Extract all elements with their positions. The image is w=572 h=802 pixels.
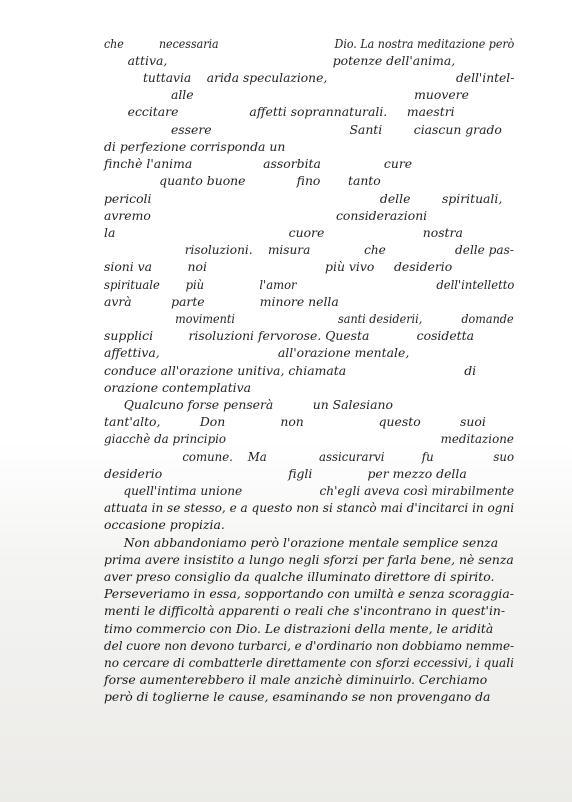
text-line: tuttavia arida speculazione, dell'intel- [104, 70, 515, 85]
text-line: orazione contemplativa [104, 380, 252, 395]
text-line: no cercare di combatterle direttamente con sforzi eccessivi, i quali [104, 655, 514, 670]
text-line: che necessaria Dio. La nostra meditazione però [104, 36, 515, 51]
text-line: eccitare affetti soprannaturali. maestri [104, 104, 455, 119]
text-line: Qualcuno forse penserà un Salesiano [104, 397, 393, 412]
text-line: tant'alto, Don non questo suoi [104, 414, 486, 429]
text-line: Non abbandoniamo però l'orazione mentale semplice senza [104, 535, 499, 550]
text-line: finchè l'anima assorbita cure [104, 156, 413, 171]
text-line: movimenti santi desiderii, domande [104, 311, 514, 326]
text-line: pericoli delle spirituali, [104, 191, 503, 206]
text-line: desiderio figli per mezzo della [104, 466, 467, 481]
text-line: conduce all'orazione unitiva, chiamata di [104, 363, 477, 378]
text-line: giacchè da principio meditazione [104, 431, 514, 446]
text-line: forse aumenterebbero il male anzichè diminuirlo. Cerchiamo [104, 672, 488, 687]
text-line: occasione propizia. [104, 517, 225, 532]
text-line: timo commercio con Dio. Le distrazioni della mente, le aridità [104, 621, 494, 636]
text-line: avremo considerazioni [104, 208, 428, 223]
text-line: Perseveriamo in essa, sopportando con umiltà e senza scoraggia- [104, 586, 514, 601]
text-line: alle muovere [104, 87, 469, 102]
text-line: quanto buone fino tanto [104, 173, 381, 188]
text-line: sioni va noi più vivo desiderio [104, 259, 453, 274]
text-line: supplici risoluzioni fervorose. Questa cosidetta [104, 328, 475, 343]
text-line: attiva, potenze dell'anima, [104, 53, 456, 68]
text-line: essere Santi ciascun grado [104, 122, 502, 137]
text-line: risoluzioni. misura che delle pas- [104, 242, 514, 257]
text-line: prima avere insistito a lungo negli sforzi per farla bene, nè senza [104, 552, 514, 567]
text-line: però di toglierne le cause, esaminando se non provengano da [104, 689, 491, 704]
text-line: spirituale più l'amor dell'intelletto [104, 277, 515, 292]
text-line: quell'intima unione ch'egli aveva così mirabilmente [104, 483, 515, 498]
text-line: attuata in se stesso, e a questo non si stancò mai d'incitarci in ogni [104, 500, 515, 515]
text-line: la cuore nostra [104, 225, 463, 240]
text-line: aver preso consiglio da qualche illuminato direttore di spirito. [104, 569, 495, 584]
text-line: menti le difficoltà apparenti o reali che s'incontrano in quest'in- [104, 603, 506, 618]
text-line: avrà parte minore nella [104, 294, 339, 309]
text-line: di perfezione corrisponda un [104, 139, 286, 154]
text-line: affettiva, all'orazione mentale, [104, 345, 410, 360]
text-line: comune. Ma assicurarvi fu suo [104, 449, 515, 464]
text-line: del cuore non devono turbarci, e d'ordinario non dobbiamo nemme- [104, 638, 515, 653]
